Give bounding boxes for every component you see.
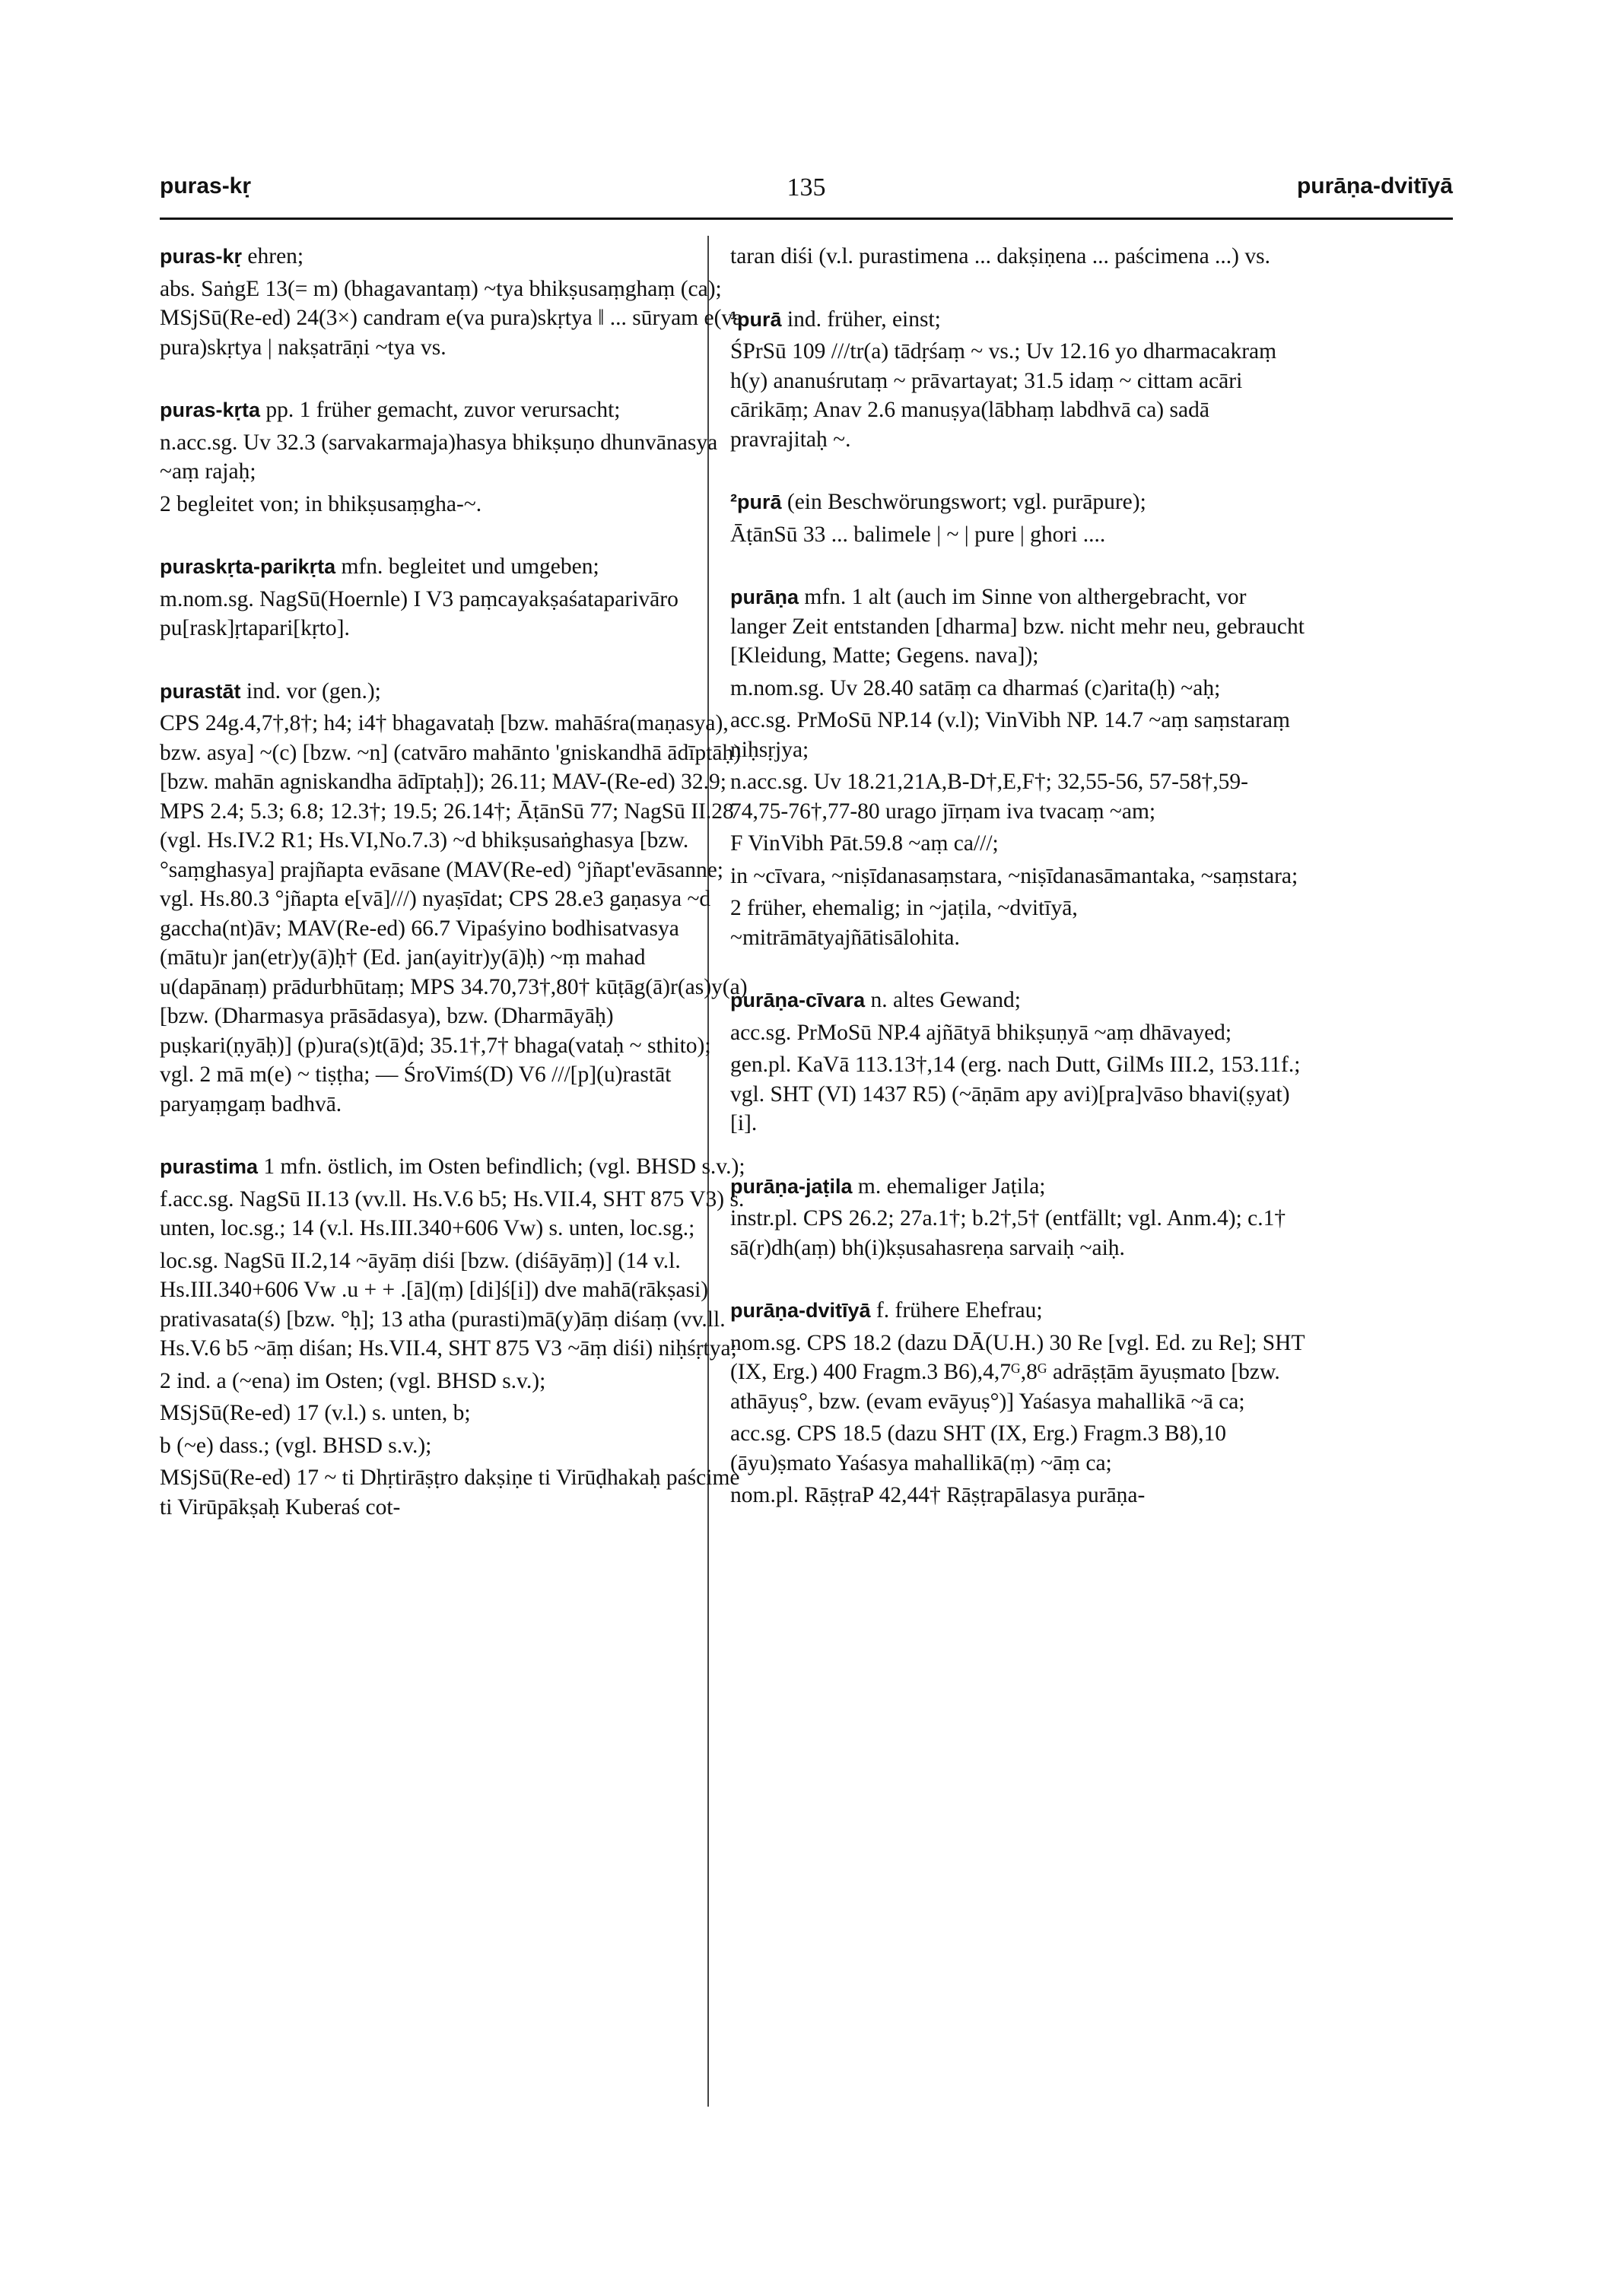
dictionary-entry bbox=[730, 583, 1305, 952]
entry-heading bbox=[730, 487, 1305, 517]
entry-citation: gen.pl. KaVā 113.13†,14 (erg. nach Dutt, GilMs III.2, 153.11f.; vgl. SHT (VI) 1437 R5) (~āṇām apy avi)[pra]vāso bhavi(ṣyat)[i]. bbox=[730, 1053, 1301, 1135]
entry-citation: taran diśi (v.l. purastimena ... dakṣiṇena ... paścimena ...) vs. bbox=[730, 244, 1270, 268]
entry-citation: F VinVibh Pāt.59.8 ~aṃ ca///; bbox=[730, 831, 999, 856]
entry-heading bbox=[160, 395, 749, 425]
dictionary-entry bbox=[730, 242, 1305, 272]
dictionary-entry bbox=[160, 395, 749, 519]
entry-citation: acc.sg. CPS 18.5 (dazu SHT (IX, Erg.) Fragm.3 B8),10 (āyu)ṣmato Yaśasya mahallikā(ṃ) ~āṃ ca; bbox=[730, 1421, 1226, 1475]
headword-definition: mfn. 1 alt (auch im Sinne von althergebracht, vor langer Zeit entstanden [dharma] bzw. nicht mehr neu, gebraucht [Kleidung, Matte; Gegens. nava]); bbox=[730, 585, 1305, 668]
entry-citation: ĀṭānSū 33 ... balimele | ~ | pure | ghori .... bbox=[730, 522, 1106, 547]
entry-citation: abs. SaṅgE 13(= m) (bhagavantaṃ) ~tya bhikṣusaṃghaṃ (ca); MSjSū(Re-ed) 24(3×) candram e(va pura)skṛtya ‖ ... sūryam e(va pura)skṛtya | nakṣatrāṇi ~tya vs. bbox=[160, 276, 743, 360]
running-head-right: purāṇa-dvitīyā bbox=[1296, 173, 1453, 198]
entry-heading bbox=[730, 1296, 1305, 1326]
headword-definition: mfn. begleitet und umgeben; bbox=[335, 554, 599, 579]
headword-definition: pp. 1 früher gemacht, zuvor verursacht; bbox=[260, 398, 621, 422]
dictionary-entry bbox=[160, 1152, 749, 1522]
entry-heading bbox=[730, 583, 1305, 671]
entry-citation: instr.pl. CPS 26.2; 27a.1†; b.2†,5† (entfällt; vgl. Anm.4); c.1† sā(r)dh(aṃ) bh(i)kṣusahasreṇa sarvaiḥ ~aiḥ. bbox=[730, 1206, 1286, 1260]
entry-citation: loc.sg. NagSū II.2,14 ~āyāṃ diśi [bzw. (diśāyāṃ)] (14 v.l. Hs.III.340+606 Vw .u + + .[ā](ṃ) [di]ś[i]) dve mahā(rākṣasi) prativasata(ś) [bzw. °ḥ]; 13 atha (purasti)mā(y)āṃ diśaṃ (vv.ll. Hs.V.6 b5 ~āṃ diśan; Hs.VII.4, SHT 875 V3 ~āṃ diśi) niḥśṛtya; bbox=[160, 1248, 737, 1361]
entry-citation: acc.sg. PrMoSū NP.4 ajñātyā bhikṣuṇyā ~aṃ dhāvayed; bbox=[730, 1020, 1232, 1045]
entry-citation: m.nom.sg. Uv 28.40 satāṃ ca dharmaś (c)arita(ḥ) ~aḥ; bbox=[730, 675, 1221, 700]
left-column bbox=[160, 242, 749, 1555]
dictionary-entry bbox=[730, 487, 1305, 549]
entry-heading bbox=[160, 677, 749, 707]
dictionary-entry bbox=[730, 986, 1305, 1138]
entry-heading bbox=[730, 1172, 1305, 1202]
entry-citation: in ~cīvara, ~niṣīdanasaṃstara, ~niṣīdanasāmantaka, ~saṃstara; bbox=[730, 863, 1298, 888]
right-column bbox=[730, 242, 1305, 1544]
headword: purāṇa-jaṭila bbox=[730, 1174, 853, 1198]
headword: purastāt bbox=[160, 679, 241, 703]
dictionary-entry bbox=[730, 305, 1305, 455]
headword-definition: n. altes Gewand; bbox=[865, 988, 1021, 1012]
headword-definition: 1 mfn. östlich, im Osten befindlich; (vgl. BHSD s.v.); bbox=[258, 1154, 745, 1179]
headword-definition: (ein Beschwörungswort; vgl. purāpure); bbox=[781, 490, 1146, 514]
entry-heading bbox=[160, 242, 749, 272]
entry-citation: n.acc.sg. Uv 18.21,21A,B-D†,E,F†; 32,55-56, 57-58†,59-74,75-76†,77-80 urago jīrṇam iva tvacaṃ ~am; bbox=[730, 770, 1248, 824]
entry-citation: 2 früher, ehemalig; in ~jaṭila, ~dvitīyā, ~mitrāmātyajñātisālohita. bbox=[730, 896, 1078, 950]
entry-citation: n.acc.sg. Uv 32.3 (sarvakarmaja)hasya bhikṣuṇo dhunvānasya ~aṃ rajaḥ; bbox=[160, 430, 718, 484]
dictionary-entry bbox=[730, 1172, 1305, 1263]
headword: purāṇa bbox=[730, 586, 799, 608]
entry-citation: 2 begleitet von; in bhikṣusaṃgha-~. bbox=[160, 491, 482, 516]
page-header bbox=[160, 173, 1453, 211]
headword: purastima bbox=[160, 1155, 259, 1178]
entry-citation: nom.pl. RāṣṭraP 42,44† Rāṣṭrapālasya purāṇa- bbox=[730, 1483, 1146, 1507]
entry-citation: ŚPrSū 109 ///tr(a) tādṛśaṃ ~ vs.; Uv 12.16 yo dharmacakraṃ h(y) ananuśrutaṃ ~ prāvartayat; 31.5 idaṃ ~ cittam acāri cārikāṃ; Anav 2.6 manuṣya(lābhaṃ labdhvā ca) sadā pravrajitaḥ ~. bbox=[730, 339, 1277, 452]
headword-definition: ind. vor (gen.); bbox=[240, 678, 381, 703]
entry-citation: b (~e) dass.; (vgl. BHSD s.v.); bbox=[160, 1433, 432, 1458]
entry-citation: MSjSū(Re-ed) 17 ~ ti Dhṛtirāṣṭro dakṣiṇe ti Virūḍhakaḥ paścime ti Virūpākṣaḥ Kuberaś cot- bbox=[160, 1466, 740, 1520]
entry-citation: nom.sg. CPS 18.2 (dazu DĀ(U.H.) 30 Re [vgl. Ed. zu Re]; SHT (IX, Erg.) 400 Fragm.3 B6),4,7ᴳ,8ᴳ adrāṣṭām āyuṣmato [bzw. athāyuṣ°, bzw. (evam evāyuṣ°)] Yaśasya mahallikā ~ā ca; bbox=[730, 1330, 1305, 1414]
header-rule bbox=[160, 218, 1453, 220]
headword-definition: f. frühere Ehefrau; bbox=[870, 1298, 1043, 1323]
headword-definition: ehren; bbox=[242, 244, 304, 268]
entry-citation: 2 ind. a (~ena) im Osten; (vgl. BHSD s.v.); bbox=[160, 1368, 546, 1393]
entry-heading bbox=[160, 552, 749, 582]
running-head-left: puras-kṛ bbox=[160, 173, 252, 198]
entry-citation: MSjSū(Re-ed) 17 (v.l.) s. unten, b; bbox=[160, 1401, 471, 1425]
headword: purāṇa-cīvara bbox=[730, 989, 866, 1011]
headword: puras-kṛ bbox=[160, 245, 243, 268]
headword: purāṇa-dvitīyā bbox=[730, 1299, 871, 1322]
dictionary-entry bbox=[160, 552, 749, 643]
headword: ¹purā bbox=[730, 307, 782, 331]
entry-citation: acc.sg. PrMoSū NP.14 (v.l); VinVibh NP. 14.7 ~aṃ saṃstaraṃ niḥsṛjya; bbox=[730, 708, 1290, 762]
dictionary-entry bbox=[730, 1296, 1305, 1510]
page-number: 135 bbox=[787, 173, 826, 202]
entry-citation: f.acc.sg. NagSū II.13 (vv.ll. Hs.V.6 b5; Hs.VII.4, SHT 875 V3) s. unten, loc.sg.; 14 (v.l. Hs.III.340+606 Vw) s. unten, loc.sg.; bbox=[160, 1186, 745, 1240]
dictionary-entry bbox=[160, 242, 749, 362]
entry-heading bbox=[730, 986, 1305, 1015]
headword-definition: ind. früher, einst; bbox=[781, 306, 941, 332]
entry-citation: m.nom.sg. NagSū(Hoernle) I V3 paṃcayakṣaśataparivāro pu[rask]ṛtapari[kṛto]. bbox=[160, 586, 679, 640]
entry-heading bbox=[730, 305, 1305, 335]
entry-heading bbox=[160, 1152, 749, 1182]
headword: puraskṛta-parikṛta bbox=[160, 555, 336, 578]
headword: puras-kṛta bbox=[160, 399, 261, 421]
headword: ²purā bbox=[730, 491, 782, 513]
headword-definition: m. ehemaliger Jaṭila; bbox=[852, 1173, 1046, 1199]
entry-citation: CPS 24g.4,7†,8†; h4; i4† bhagavataḥ [bzw. mahāśra(maṇasya), bzw. asya] ~(c) [bzw. ~n] (catvāro mahānto 'gniskandhā ādīptāḥ) [bzw. mahān agniskandha ādīptaḥ]); 26.11; MAV-(Re-ed) 32.9; MPS 2.4; 5.3; 6.8; 12.3†; 19.5; 26.14†; ĀṭānSū 77; NagSū II.28 (vgl. Hs.IV.2 R1; Hs.VI,No.7.3) ~d bhikṣusaṅghasya [bzw. °saṃghasya] prajñapta evāsane (MAV(Re-ed) °jñapt'evāsanne; vgl. Hs.80.3 °jñapta e[vā]///) nyaṣīdat; CPS 28.e3 gaṇasya ~d gaccha(nt)āv; MAV(Re-ed) 66.7 Vipaśyino bodhisatvasya (mātu)r jan(etr)y(ā)ḥ† (Ed. jan(ayitr)y(ā)ḥ) ~ṃ mahad u(dapānaṃ) prādurbhūtaṃ; MPS 34.70,73†,80† kūṭāg(ā)r(as)y(a) [bzw. (Dharmasya prāsādasya), bzw. (Dharmāyāḥ) puṣkari(ṇyāḥ)] (p)ura(s)t(ā)d; 35.1†,7† bhaga(vataḥ ~ sthito); vgl. 2 mā m(e) ~ tiṣṭha; — ŚroVimś(D) V6 ///[p](u)rastāt paryaṃgaṃ badhvā. bbox=[160, 711, 748, 1116]
dictionary-entry bbox=[160, 677, 749, 1119]
